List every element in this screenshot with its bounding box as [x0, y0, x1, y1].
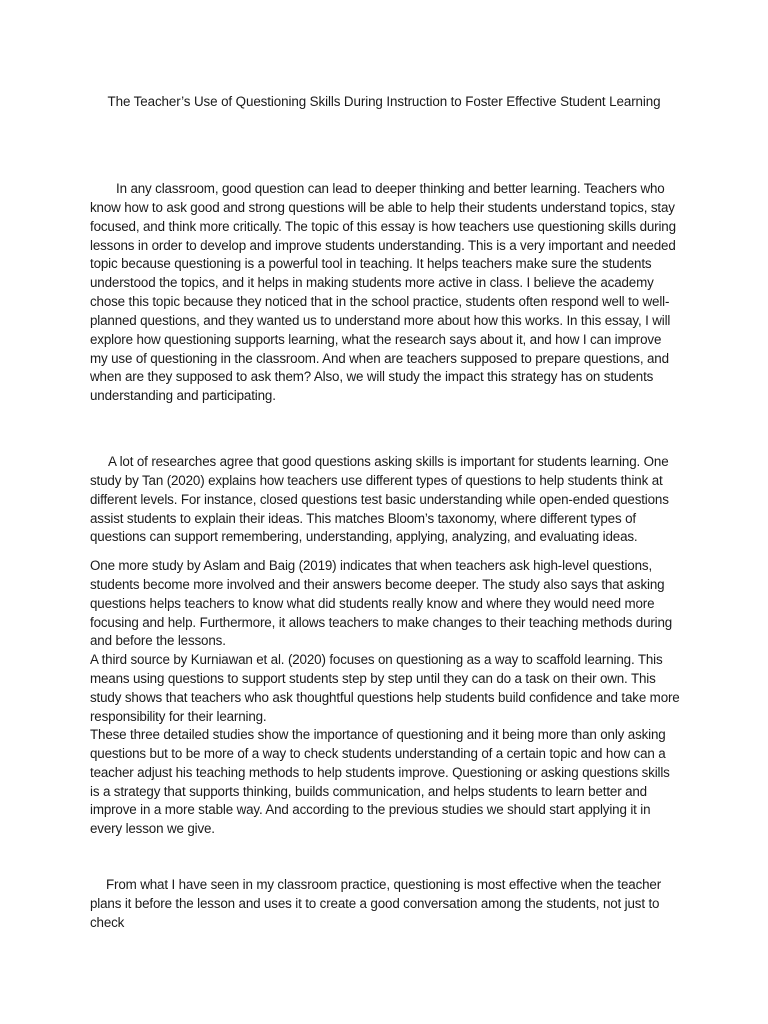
paragraph-introduction: In any classroom, good question can lead to deeper thinking and better learning. Teachers who know how to ask good and strong questions will be able to help their students understand topics, stay focused, and think more critically. The topic of this essay is how teachers use questioning skills during lessons in order to develop and improve students understanding. This is a very important and needed topic because questioning is a powerful tool in teaching. It helps teachers make sure the students understood the topics, and it helps in making students more active in class. I believe the academy chose this topic because they noticed that in the school practice, students often respond well to well-planned questions, and they wanted us to understand more about how this works. In this essay, I will explore how questioning supports learning, what the research says about it, and how I can improve my use of questioning in the classroom. And when are teachers supposed to prepare questions, and when are they supposed to ask them? Also, we will study the impact this strategy has on students understanding and participating.	[90, 181, 676, 404]
paragraph-research-summary: These three detailed studies show the importance of questioning and it being more than only asking questions but to be more of a way to check students understanding of a certain topic and how can a teacher adjust his teaching methods to help students improve. Questioning or asking questions skills is a strategy that supports thinking, builds communication, and helps students to learn better and improve in a more stable way. And according to the previous studies we should start applying it in every lesson we give.	[90, 727, 670, 837]
paragraph-research-kurniawan: A third source by Kurniawan et al. (2020) focuses on questioning as a way to scaffold learning. This means using questions to support students step by step until they can do a task on their own. This study shows that teachers who ask thoughtful questions help students build confidence and take more responsibility for their learning.	[90, 652, 680, 724]
paragraph-research-tan: A lot of researches agree that good questions asking skills is important for students learning. One study by Tan (2020) explains how teachers use different types of questions to help students think at different levels. For instance, closed questions test basic understanding while open-ended questions assist students to explain their ideas. This matches Bloom’s taxonomy, where different types of questions can support remembering, understanding, applying, analyzing, and evaluating ideas.	[90, 454, 669, 545]
paragraph-classroom-practice: From what I have seen in my classroom practice, questioning is most effective when the teacher plans it before the lesson and uses it to create a good conversation among the students, not just to check	[90, 877, 662, 930]
paragraph-research-aslam-baig: One more study by Aslam and Baig (2019) indicates that when teachers ask high-level questions, students become more involved and their answers become deeper. The study also says that asking questions helps teachers to know what did students really know and where they would need more focusing and help. Furthermore, it allows teachers to make changes to their teaching methods during and before the lessons.	[90, 558, 673, 649]
document-title: The Teacher’s Use of Questioning Skills During Instruction to Foster Effective Student Learning	[107, 94, 661, 109]
